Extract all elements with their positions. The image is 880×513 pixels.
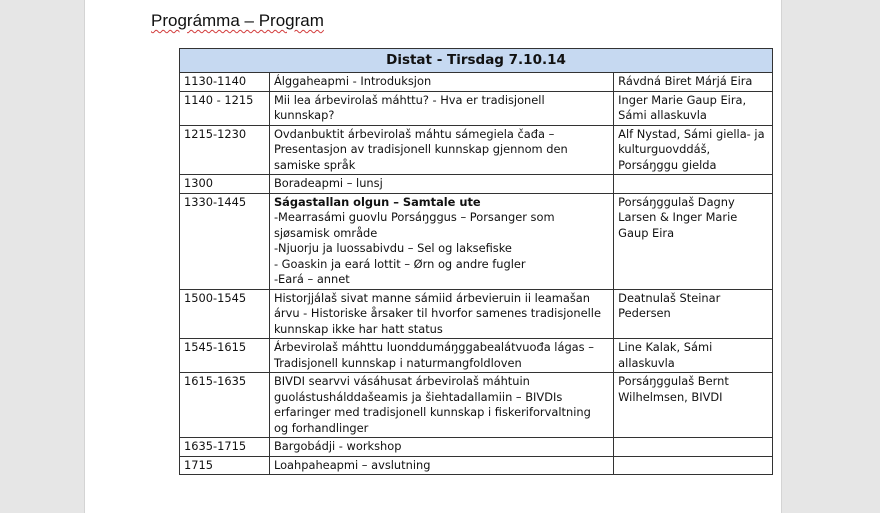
schedule-table xyxy=(179,48,773,475)
row-time: 1500-1545 xyxy=(180,289,270,339)
activity-line: Loahpaheapmi – avslutning xyxy=(273,457,431,472)
schedule-row xyxy=(180,339,773,373)
activity-line: Boradeapmi – lunsj xyxy=(273,176,383,190)
activity-line: -Njuorju ja luossabivdu – Sel og laksefiske xyxy=(273,241,512,255)
activity-line: Historjjálaš sivat manne sámiid árbevieruin ii leamašan árvu - Historiske årsaker til hvorfor samenes tradisjonelle kunnskap ikke har hatt status xyxy=(273,290,601,336)
schedule-row xyxy=(180,289,773,339)
row-speaker: Porsáŋggulaš Dagny Larsen & Inger Marie Gaup Eira xyxy=(614,193,773,289)
schedule-row xyxy=(180,175,773,194)
document-page xyxy=(84,0,782,513)
schedule-row xyxy=(180,373,773,438)
row-speaker: Line Kalak, Sámi allaskuvla xyxy=(614,339,773,373)
schedule-row xyxy=(180,438,773,457)
row-activity xyxy=(269,175,613,194)
row-time: 1330-1445 xyxy=(180,193,270,289)
row-speaker: Porsáŋggulaš Bernt Wilhelmsen, BIVDI xyxy=(614,373,773,438)
row-speaker: Rávdná Biret Márjá Eira xyxy=(614,73,773,92)
activity-line: -Mearrasámi guovlu Porsáŋggus – Porsanger som sjøsamisk område xyxy=(273,210,555,240)
document-title xyxy=(151,11,324,31)
row-time: 1140 - 1215 xyxy=(180,91,270,125)
schedule-row xyxy=(180,91,773,125)
row-activity xyxy=(269,125,613,175)
row-activity xyxy=(269,373,613,438)
schedule-row xyxy=(180,456,773,475)
row-activity xyxy=(269,438,613,457)
row-time: 1635-1715 xyxy=(180,438,270,457)
activity-line: BIVDI searvvi vásáhusat árbevirolaš máhtuin guolástushálddašeamis ja šiehtadallamiin – BIVDIs erfaringer med tradisjonell kunnskap i fiskeriforvaltning og forhandlinger xyxy=(273,374,591,435)
row-speaker: Alf Nystad, Sámi giella- ja kulturguovddáš, Porsáŋggu gielda xyxy=(614,125,773,175)
activity-line: Ovdanbuktit árbevirolaš máhtu sámegiela čađa – Presentasjon av tradisjonell kunnskap gjennom den samiske språk xyxy=(273,126,568,172)
schedule-row xyxy=(180,125,773,175)
document-title-text: Prográmma – Program xyxy=(151,11,324,30)
row-activity xyxy=(269,456,613,475)
row-time: 1130-1140 xyxy=(180,73,270,92)
activity-heading: Ságastallan olgun – Samtale ute xyxy=(273,194,481,209)
row-speaker: Deatnulaš Steinar Pedersen xyxy=(614,289,773,339)
activity-line: -Eará – annet xyxy=(273,272,350,286)
row-activity xyxy=(269,193,613,289)
row-activity xyxy=(269,339,613,373)
row-time: 1615-1635 xyxy=(180,373,270,438)
row-activity xyxy=(269,91,613,125)
schedule-row xyxy=(180,193,773,289)
row-speaker xyxy=(614,175,773,194)
row-time: 1545-1615 xyxy=(180,339,270,373)
activity-line: Álggaheapmi - Introduksjon xyxy=(273,74,432,88)
activity-line: Bargobádji - workshop xyxy=(273,439,402,453)
row-speaker xyxy=(614,438,773,457)
schedule-header: Distat - Tirsdag 7.10.14 xyxy=(180,49,773,73)
row-activity xyxy=(269,73,613,92)
row-time: 1715 xyxy=(180,456,270,475)
row-activity xyxy=(269,289,613,339)
row-time: 1300 xyxy=(180,175,270,194)
activity-line: Árbevirolaš máhttu luonddumáŋggabealátvuođa lágas – Tradisjonell kunnskap i naturmangfoldloven xyxy=(273,340,594,370)
activity-line: - Goaskin ja eará lottit – Ørn og andre fugler xyxy=(273,256,526,271)
schedule-body xyxy=(180,73,773,475)
activity-line: Mii lea árbevirolaš máhttu? - Hva er tradisjonell kunnskap? xyxy=(273,92,545,122)
row-speaker xyxy=(614,456,773,475)
row-time: 1215-1230 xyxy=(180,125,270,175)
row-speaker: Inger Marie Gaup Eira, Sámi allaskuvla xyxy=(614,91,773,125)
schedule-header-row xyxy=(180,49,773,73)
schedule-row xyxy=(180,73,773,92)
